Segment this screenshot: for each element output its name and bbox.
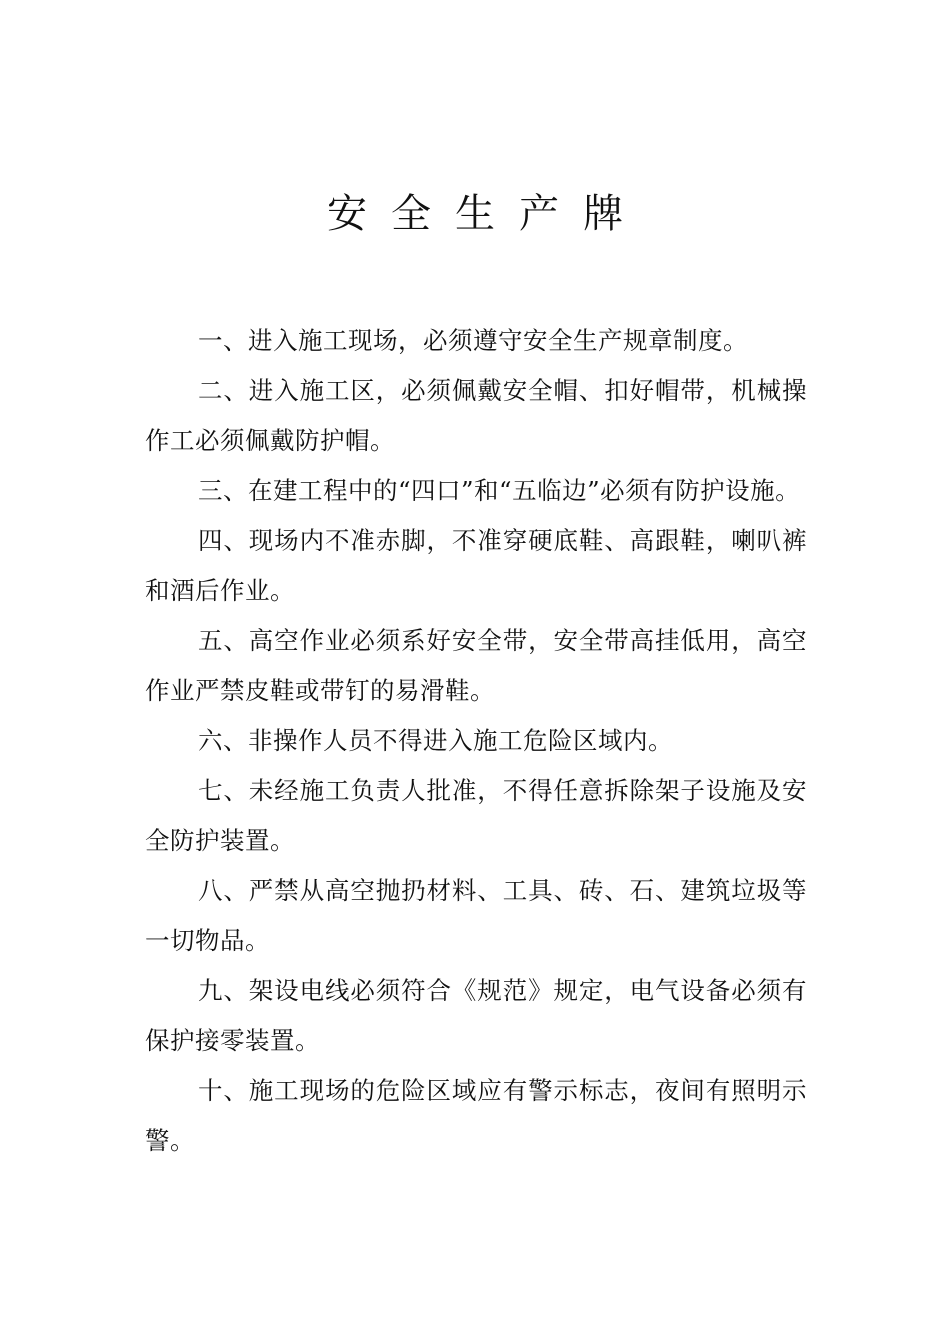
rule-item: 七、未经施工负责人批准，不得任意拆除架子设施及安全防护装置。 (145, 776, 807, 855)
rule-item: 三、在建工程中的“四口”和“五临边”必须有防护设施。 (198, 476, 801, 505)
rule-item: 五、高空作业必须系好安全带，安全带高挂低用，高空作业严禁皮鞋或带钉的易滑鞋。 (145, 626, 807, 705)
rule-item: 一、进入施工现场，必须遵守安全生产规章制度。 (198, 326, 748, 355)
document-title: 安全生产牌 (327, 191, 647, 237)
rule-item: 六、非操作人员不得进入施工危险区域内。 (198, 726, 673, 755)
rule-item: 四、现场内不准赤脚，不准穿硬底鞋、高跟鞋，喇叭裤和酒后作业。 (145, 526, 807, 605)
rule-item: 九、架设电线必须符合《规范》规定，电气设备必须有保护接零装置。 (145, 976, 807, 1055)
rules-list (145, 316, 807, 1166)
rule-item: 二、进入施工区，必须佩戴安全帽、扣好帽带，机械操作工必须佩戴防护帽。 (145, 376, 807, 455)
rule-item: 十、施工现场的危险区域应有警示标志，夜间有照明示警。 (145, 1076, 807, 1155)
rule-item: 八、严禁从高空抛扔材料、工具、砖、石、建筑垃圾等一切物品。 (145, 876, 807, 955)
